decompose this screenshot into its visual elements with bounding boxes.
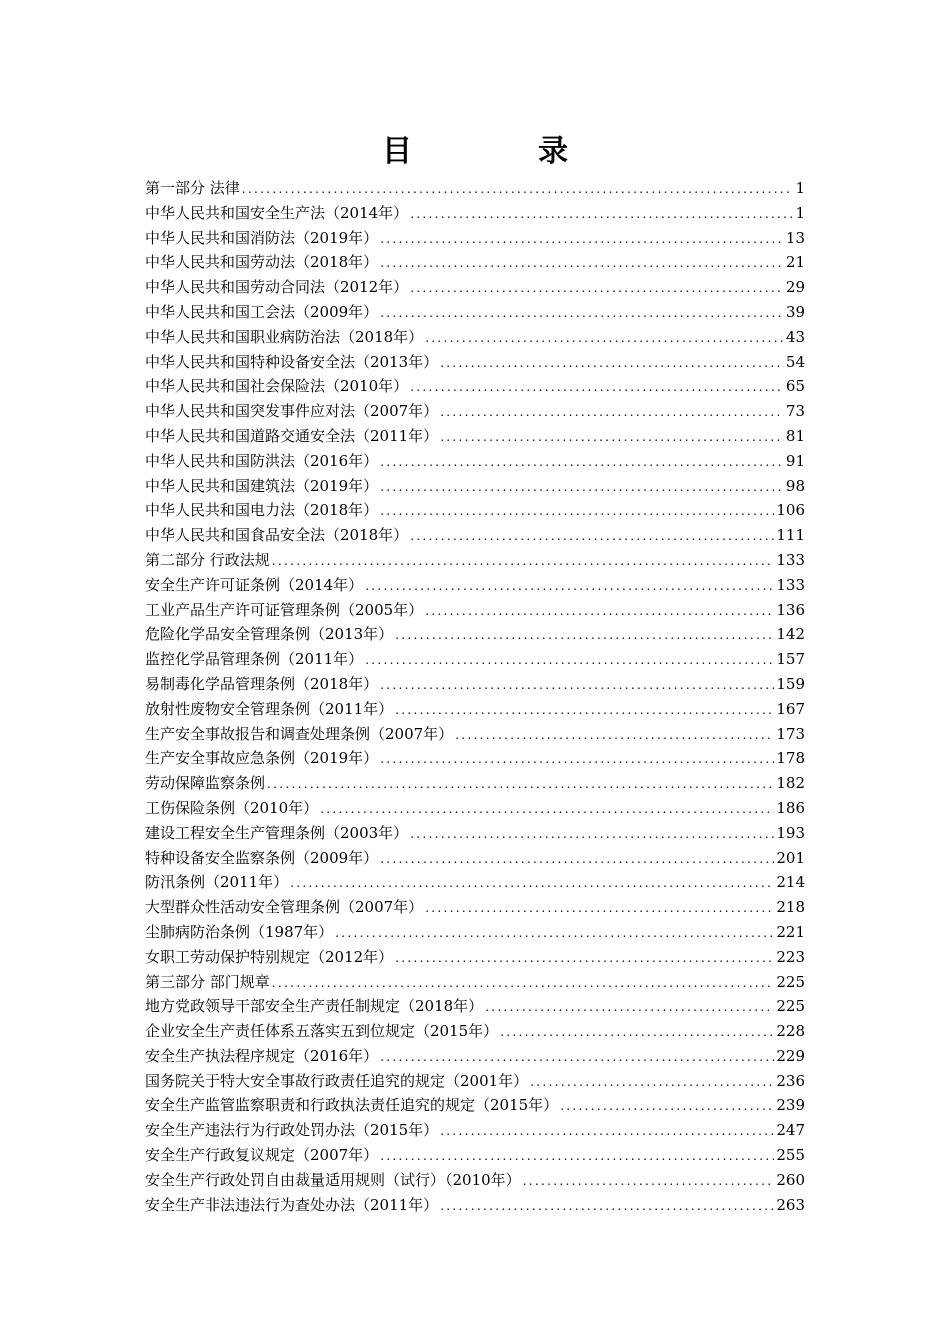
toc-leader-dots — [410, 202, 793, 227]
toc-leader-dots — [440, 351, 784, 376]
toc-entry-page-number: 21 — [785, 253, 805, 272]
toc-entry-label: 放射性废物安全管理条例（2011年） — [145, 699, 394, 718]
toc-entry[interactable] — [145, 201, 805, 226]
toc-entry-label: 中华人民共和国特种设备安全法（2013年） — [145, 352, 439, 371]
toc-leader-dots — [272, 549, 775, 574]
toc-leader-dots — [410, 524, 774, 549]
toc-leader-dots — [410, 276, 784, 301]
toc-entry-label: 中华人民共和国电力法（2018年） — [145, 501, 379, 520]
toc-leader-dots — [455, 723, 774, 748]
toc-entry-page-number: 1 — [795, 179, 805, 197]
toc-entry-page-number: 239 — [776, 1096, 805, 1115]
toc-leader-dots — [440, 400, 784, 425]
toc-leader-dots — [380, 251, 784, 276]
toc-entry[interactable] — [145, 548, 805, 573]
toc-entry[interactable] — [145, 1093, 805, 1118]
toc-entry-page-number: 106 — [776, 501, 805, 520]
toc-entry-page-number: 13 — [785, 228, 805, 247]
toc-entry-label: 安全生产监管监察职责和行政执法责任追究的规定（2015年） — [145, 1096, 559, 1115]
toc-entry[interactable] — [145, 250, 805, 275]
toc-entry-label: 中华人民共和国突发事件应对法（2007年） — [145, 402, 439, 421]
toc-leader-dots — [410, 822, 774, 847]
page-title: 目 录 — [382, 134, 616, 169]
toc-entry-page-number: 247 — [776, 1121, 805, 1140]
toc-entry[interactable] — [145, 523, 805, 548]
toc-entry[interactable] — [145, 449, 805, 474]
toc-entry[interactable] — [145, 1143, 805, 1168]
toc-entry-page-number: 39 — [785, 302, 805, 321]
table-of-contents — [145, 176, 805, 1217]
toc-entry-label: 安全生产违法行为行政处罚办法（2015年） — [145, 1121, 439, 1140]
toc-entry-label: 安全生产行政复议规定（2007年） — [145, 1146, 379, 1165]
toc-entry[interactable] — [145, 821, 805, 846]
toc-leader-dots — [272, 971, 775, 996]
toc-entry-label: 生产安全事故报告和调查处理条例（2007年） — [145, 724, 454, 743]
toc-leader-dots — [425, 326, 784, 351]
toc-leader-dots — [380, 475, 784, 500]
toc-entry-label: 工伤保险条例（2010年） — [145, 798, 319, 817]
toc-entry-page-number: 73 — [785, 402, 805, 421]
toc-entry-label: 中华人民共和国劳动法（2018年） — [145, 253, 379, 272]
toc-leader-dots — [320, 797, 774, 822]
toc-entry-page-number: 54 — [785, 352, 805, 371]
toc-entry-page-number: 178 — [776, 749, 805, 768]
toc-entry[interactable] — [145, 573, 805, 598]
toc-entry-page-number: 136 — [776, 600, 805, 619]
toc-entry[interactable] — [145, 325, 805, 350]
toc-entry-label: 中华人民共和国食品安全法（2018年） — [145, 526, 409, 545]
toc-entry-page-number: 225 — [776, 972, 805, 991]
toc-entry-page-number: 111 — [776, 526, 805, 545]
toc-leader-dots — [530, 1070, 774, 1095]
toc-entry-label: 安全生产执法程序规定（2016年） — [145, 1046, 379, 1065]
toc-leader-dots — [440, 1119, 774, 1144]
toc-leader-dots — [267, 772, 774, 797]
toc-leader-dots — [365, 574, 774, 599]
toc-entry[interactable] — [145, 374, 805, 399]
toc-leader-dots — [395, 623, 774, 648]
toc-entry-label: 防汛条例（2011年） — [145, 873, 289, 892]
toc-leader-dots — [410, 375, 784, 400]
toc-entry-page-number: 186 — [776, 798, 805, 817]
toc-entry-page-number: 255 — [776, 1146, 805, 1165]
toc-entry-page-number: 1 — [795, 203, 805, 222]
toc-entry-page-number: 159 — [776, 674, 805, 693]
toc-entry[interactable] — [145, 647, 805, 672]
toc-entry[interactable] — [145, 895, 805, 920]
toc-entry-label: 第二部分 行政法规 — [145, 550, 270, 569]
toc-entry-page-number: 133 — [776, 550, 805, 569]
toc-entry-label: 尘肺病防治条例（1987年） — [145, 922, 334, 941]
toc-entry-page-number: 81 — [785, 426, 805, 445]
toc-leader-dots — [485, 995, 774, 1020]
toc-entry[interactable] — [145, 275, 805, 300]
toc-entry[interactable] — [145, 1193, 805, 1218]
toc-entry[interactable] — [145, 746, 805, 771]
toc-entry-label: 女职工劳动保护特别规定（2012年） — [145, 947, 394, 966]
toc-entry-label: 工业产品生产许可证管理条例（2005年） — [145, 600, 424, 619]
toc-entry-label: 中华人民共和国安全生产法（2014年） — [145, 203, 409, 222]
toc-entry-page-number: 218 — [776, 898, 805, 917]
toc-leader-dots — [380, 747, 774, 772]
toc-entry[interactable] — [145, 697, 805, 722]
toc-entry-label: 第三部分 部门规章 — [145, 972, 270, 991]
toc-leader-dots — [500, 1020, 774, 1045]
toc-entry-page-number: 236 — [776, 1071, 805, 1090]
toc-entry-label: 中华人民共和国道路交通安全法（2011年） — [145, 426, 439, 445]
toc-entry[interactable] — [145, 350, 805, 375]
toc-leader-dots — [380, 301, 784, 326]
toc-entry[interactable] — [145, 1168, 805, 1193]
toc-entry[interactable] — [145, 1019, 805, 1044]
toc-entry-label: 危险化学品安全管理条例（2013年） — [145, 625, 394, 644]
toc-entry-page-number: 43 — [785, 327, 805, 346]
toc-leader-dots — [425, 599, 774, 624]
toc-leader-dots — [395, 946, 774, 971]
toc-entry[interactable] — [145, 474, 805, 499]
toc-entry-page-number: 201 — [776, 848, 805, 867]
toc-leader-dots — [523, 1169, 775, 1194]
toc-leader-dots — [380, 847, 774, 872]
toc-leader-dots — [395, 698, 774, 723]
toc-entry[interactable] — [145, 846, 805, 871]
toc-entry-label: 建设工程安全生产管理条例（2003年） — [145, 823, 409, 842]
toc-entry-label: 中华人民共和国防洪法（2016年） — [145, 451, 379, 470]
toc-leader-dots — [380, 1144, 774, 1169]
toc-entry-label: 生产安全事故应急条例（2019年） — [145, 749, 379, 768]
toc-entry[interactable] — [145, 622, 805, 647]
toc-entry-label: 劳动保障监察条例 — [145, 774, 266, 793]
toc-leader-dots — [335, 921, 774, 946]
toc-entry-page-number: 228 — [776, 1022, 805, 1041]
toc-entry-page-number: 214 — [776, 873, 805, 892]
toc-entry-page-number: 263 — [776, 1195, 805, 1214]
toc-entry[interactable] — [145, 1069, 805, 1094]
toc-entry-label: 中华人民共和国建筑法（2019年） — [145, 476, 379, 495]
toc-entry-page-number: 260 — [776, 1170, 805, 1189]
toc-entry-page-number: 98 — [785, 476, 805, 495]
toc-leader-dots — [380, 450, 784, 475]
toc-entry[interactable] — [145, 870, 805, 895]
toc-entry-label: 安全生产许可证条例（2014年） — [145, 575, 364, 594]
toc-entry[interactable] — [145, 399, 805, 424]
toc-entry[interactable] — [145, 598, 805, 623]
toc-leader-dots — [440, 425, 784, 450]
toc-entry-label: 大型群众性活动安全管理条例（2007年） — [145, 898, 424, 917]
toc-entry-page-number: 182 — [776, 774, 805, 793]
toc-entry-page-number: 65 — [785, 377, 805, 396]
toc-leader-dots — [365, 648, 774, 673]
toc-entry-label: 安全生产非法违法行为查处办法（2011年） — [145, 1195, 439, 1214]
toc-entry-label: 国务院关于特大安全事故行政责任追究的规定（2001年） — [145, 1071, 529, 1090]
toc-entry-label: 企业安全生产责任体系五落实五到位规定（2015年） — [145, 1022, 499, 1041]
toc-entry[interactable] — [145, 796, 805, 821]
toc-entry-label: 第一部分 法律 — [145, 179, 240, 197]
toc-entry-page-number: 173 — [776, 724, 805, 743]
toc-entry-page-number: 223 — [776, 947, 805, 966]
toc-leader-dots — [380, 227, 784, 252]
toc-entry-label: 中华人民共和国社会保险法（2010年） — [145, 377, 409, 396]
toc-leader-dots — [560, 1094, 774, 1119]
toc-entry[interactable] — [145, 994, 805, 1019]
toc-entry-page-number: 193 — [776, 823, 805, 842]
toc-leader-dots — [380, 1045, 774, 1070]
toc-entry-page-number: 225 — [776, 997, 805, 1016]
toc-entry-label: 地方党政领导干部安全生产责任制规定（2018年） — [145, 997, 484, 1016]
toc-entry-page-number: 167 — [776, 699, 805, 718]
toc-entry[interactable] — [145, 672, 805, 697]
toc-leader-dots — [425, 896, 774, 921]
toc-entry[interactable] — [145, 722, 805, 747]
toc-entry-label: 易制毒化学品管理条例（2018年） — [145, 674, 379, 693]
toc-leader-dots — [242, 177, 794, 202]
toc-entry-page-number: 229 — [776, 1046, 805, 1065]
toc-entry-page-number: 133 — [776, 575, 805, 594]
toc-leader-dots — [290, 871, 774, 896]
toc-entry-label: 中华人民共和国劳动合同法（2012年） — [145, 278, 409, 297]
toc-entry-page-number: 91 — [785, 451, 805, 470]
toc-entry[interactable] — [145, 970, 805, 995]
toc-entry[interactable] — [145, 300, 805, 325]
toc-leader-dots — [380, 499, 774, 524]
toc-entry-label: 中华人民共和国消防法（2019年） — [145, 228, 379, 247]
toc-entry[interactable] — [145, 498, 805, 523]
toc-leader-dots — [440, 1194, 774, 1219]
toc-entry-label: 中华人民共和国职业病防治法（2018年） — [145, 327, 424, 346]
toc-entry-label: 安全生产行政处罚自由裁量适用规则（试行）（2010年） — [145, 1170, 521, 1189]
toc-entry[interactable] — [145, 771, 805, 796]
toc-entry-label: 中华人民共和国工会法（2009年） — [145, 302, 379, 321]
toc-entry-page-number: 29 — [785, 278, 805, 297]
toc-leader-dots — [380, 673, 774, 698]
toc-entry[interactable] — [145, 920, 805, 945]
toc-entry[interactable] — [145, 226, 805, 251]
toc-entry-page-number: 221 — [776, 922, 805, 941]
toc-entry[interactable] — [145, 945, 805, 970]
toc-entry-page-number: 157 — [776, 650, 805, 669]
toc-entry-page-number: 142 — [776, 625, 805, 644]
toc-entry[interactable] — [145, 1118, 805, 1143]
toc-entry-label: 监控化学品管理条例（2011年） — [145, 650, 364, 669]
toc-entry[interactable] — [145, 176, 805, 201]
toc-entry[interactable] — [145, 424, 805, 449]
toc-entry-label: 特种设备安全监察条例（2009年） — [145, 848, 379, 867]
toc-entry[interactable] — [145, 1044, 805, 1069]
